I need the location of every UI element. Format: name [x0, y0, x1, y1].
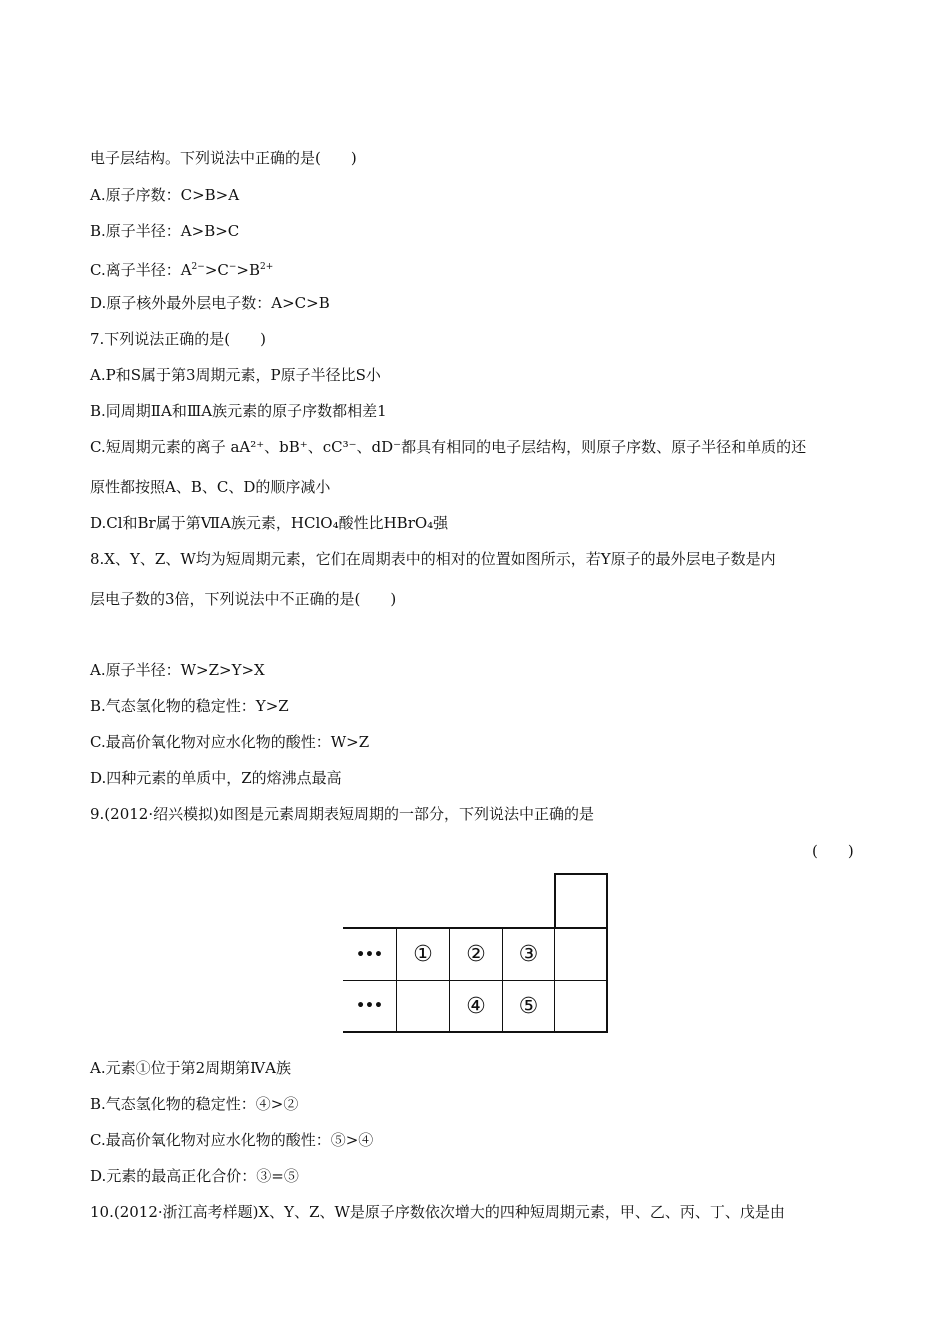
q9-answer-bracket: ( )	[812, 842, 854, 860]
table-element-3: ③	[518, 942, 539, 967]
q7-option-c-line2: 原性都按照A、B、C、D的顺序减小	[90, 478, 331, 496]
q8-option-c: C.最高价氧化物对应水化物的酸性：W>Z	[90, 733, 370, 751]
q9-option-a: A.元素①位于第2周期第ⅣA族	[90, 1059, 291, 1077]
table-top-cell	[554, 873, 608, 929]
table-r1-ellipsis: •••	[356, 946, 383, 963]
q8-option-d: D.四种元素的单质中，Z的熔沸点最高	[90, 769, 342, 787]
question-8-stem-line1: 8.X、Y、Z、W均为短周期元素，它们在周期表中的相对的位置如图所示，若Y原子的最外层电子数是内	[90, 550, 776, 568]
q7-option-d: D.Cl和Br属于第ⅦA族元素，HClO₄酸性比HBrO₄强	[90, 514, 449, 532]
table-r2-ellipsis: •••	[356, 998, 383, 1014]
table-r2-empty-1	[397, 981, 449, 1031]
question-7-stem: 7.下列说法正确的是( )	[90, 330, 267, 348]
question-10-stem: 10.(2012·浙江高考样题)X、Y、Z、W是原子序数依次增大的四种短周期元素，甲、乙、丙、丁、戊是由	[90, 1203, 785, 1221]
table-element-1: ①	[413, 942, 433, 967]
table-element-5: ⑤	[518, 993, 539, 1019]
q8-option-a: A.原子半径：W>Z>Y>X	[90, 661, 265, 679]
question-6-stem-tail: 电子层结构。下列说法中正确的是( )	[90, 149, 357, 167]
q9-option-c: C.最高价氧化物对应水化物的酸性：⑤>④	[90, 1131, 374, 1149]
table-vline-5	[606, 927, 608, 1033]
q6-option-b: B.原子半径：A>B>C	[90, 222, 240, 240]
q9-option-d: D.元素的最高正化合价：③=⑤	[90, 1167, 299, 1185]
q7-option-a: A.P和S属于第3周期元素，P原子半径比S小	[90, 366, 381, 384]
question-8-stem-line2: 层电子数的3倍，下列说法中不正确的是( )	[90, 590, 397, 608]
table-element-2: ②	[466, 942, 486, 967]
q8-option-b: B.气态氢化物的稳定性：Y>Z	[90, 697, 289, 715]
q6-option-c: C.离子半径：$A^{2-}>C^->B^{2+}$	[90, 261, 274, 279]
q7-option-b: B.同周期ⅡA和ⅢA族元素的原子序数都相差1	[90, 402, 387, 420]
q7-option-c-line1: C.短周期元素的离子 aA²⁺、bB⁺、cC³⁻、dD⁻都具有相同的电子层结构，则原子序数、原子半径和单质的还	[90, 438, 807, 456]
q6-option-d: D.原子核外最外层电子数：A>C>B	[90, 294, 330, 312]
table-r2-empty-2	[555, 981, 606, 1031]
table-r1-empty	[555, 929, 606, 980]
table-line-bottom	[343, 1031, 608, 1033]
question-9-stem: 9.(2012·绍兴模拟)如图是元素周期表短周期的一部分，下列说法中正确的是	[90, 805, 594, 823]
table-element-4: ④	[466, 993, 486, 1019]
q6-option-a: A.原子序数：C>B>A	[90, 186, 240, 204]
q9-option-b: B.气态氢化物的稳定性：④>②	[90, 1095, 299, 1113]
